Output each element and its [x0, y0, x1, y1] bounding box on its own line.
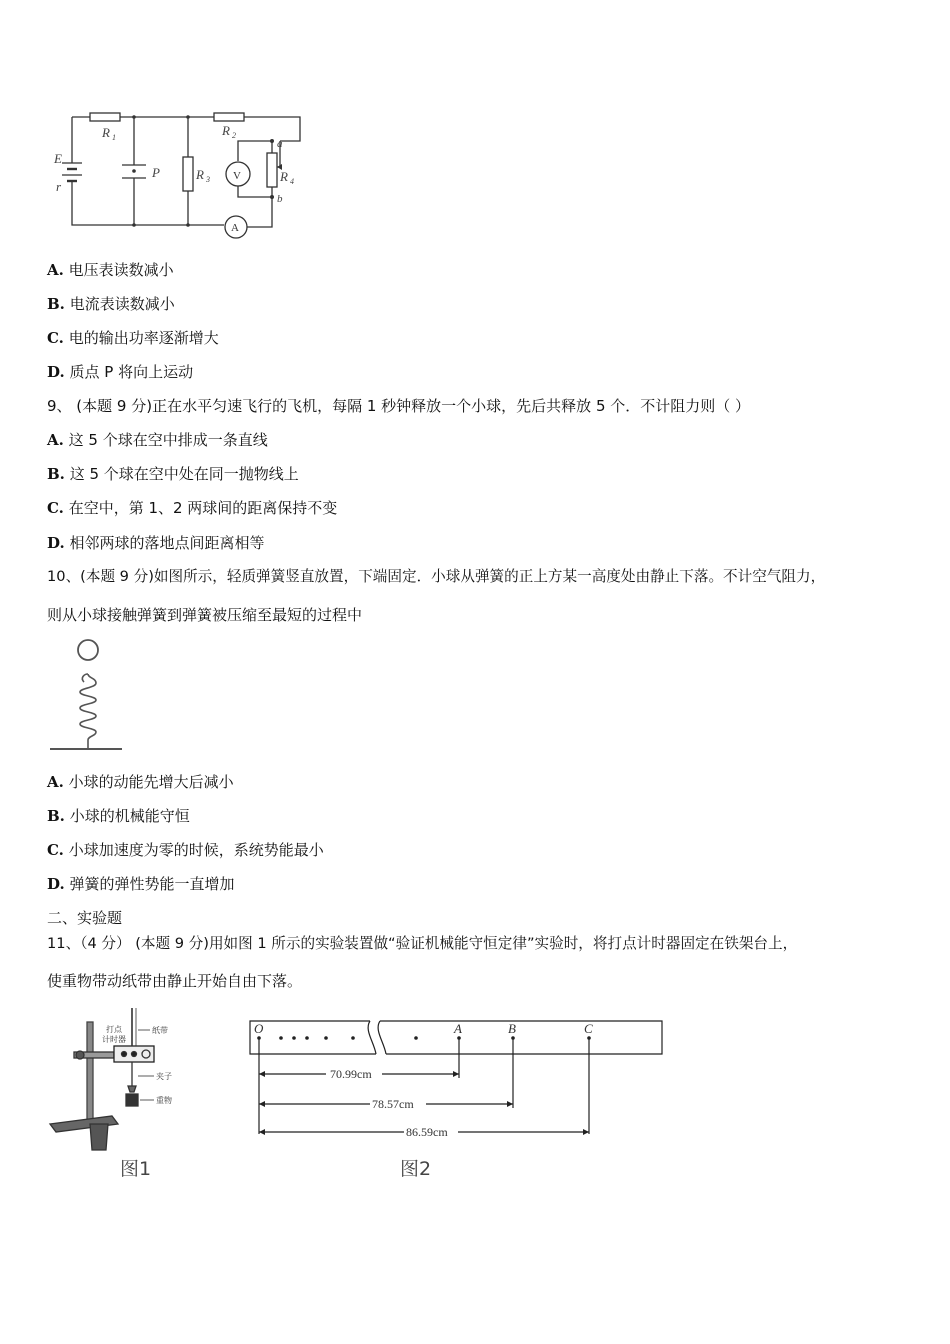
- label-clip: 夹子: [156, 1072, 172, 1081]
- figure-2-caption: 图2: [400, 1158, 432, 1180]
- q9-stem: 9、 (本题 9 分)正在水平匀速飞行的飞机，每隔 1 秒钟释放一个小球，先后共释放 5 个．不计阻力则（ ）: [47, 397, 751, 415]
- label-a-terminal: a: [277, 138, 283, 150]
- option-letter: A.: [47, 431, 64, 449]
- q10-option-c: [47, 840, 324, 860]
- clip: [128, 1086, 136, 1092]
- point-o-label: O: [254, 1021, 264, 1036]
- circuit-diagram: [48, 105, 313, 245]
- ammeter-label: A: [231, 222, 239, 234]
- option-letter: D.: [47, 534, 65, 552]
- option-text: 这 5 个球在空中处在同一抛物线上: [69, 465, 299, 483]
- tape-dot: [587, 1036, 591, 1040]
- spring-icon: [80, 674, 96, 748]
- label-r: r: [56, 179, 62, 194]
- label-tape: 纸带: [152, 1026, 168, 1035]
- label-r2: R: [222, 123, 230, 138]
- tape-dot: [257, 1036, 261, 1040]
- figure-1-apparatus: [46, 998, 196, 1178]
- q10-option-b: [47, 806, 190, 826]
- option-letter: B.: [47, 807, 65, 825]
- q9-option-a: [47, 430, 268, 450]
- label-timer-line1: 打点: [106, 1025, 122, 1034]
- label-b-terminal: b: [277, 193, 283, 205]
- label-p: P: [152, 165, 160, 180]
- option-letter: A.: [47, 261, 64, 279]
- q8-option-a: [47, 260, 174, 280]
- point-a-label: A: [454, 1021, 462, 1036]
- label-timer-line2: 计时器: [102, 1035, 126, 1044]
- option-text: 电压表读数减小: [68, 261, 174, 279]
- q10-stem-line2: 则从小球接触弹簧到弹簧被压缩至最短的过程中: [47, 606, 363, 624]
- figure-1-caption: 图1: [120, 1158, 152, 1180]
- tape-left: [250, 1021, 376, 1054]
- option-text: 在空中，第 1、2 两球间的距离保持不变: [68, 499, 338, 517]
- q10-option-d: [47, 874, 235, 894]
- option-text: 弹簧的弹性势能一直增加: [69, 875, 235, 893]
- label-r3: R: [196, 167, 204, 182]
- option-text: 质点 P 将向上运动: [69, 363, 194, 381]
- option-text: 小球的机械能守恒: [69, 807, 190, 825]
- label-r1-sub: 1: [112, 133, 116, 142]
- spring-diagram: [48, 638, 128, 754]
- option-text: 电流表读数减小: [69, 295, 175, 313]
- option-letter: D.: [47, 875, 65, 893]
- q8-option-c: [47, 328, 219, 348]
- resistor-r3: [183, 157, 193, 191]
- q11-stem-line1: 11、（4 分） (本题 9 分)用如图 1 所示的实验装置做“验证机械能守恒定律”实验时，将打点计时器固定在铁架台上，: [47, 935, 798, 952]
- resistor-r1: [90, 113, 120, 121]
- point-b-label: B: [508, 1021, 516, 1036]
- option-letter: B.: [47, 295, 65, 313]
- distance-ob: 78.57cm: [372, 1097, 414, 1111]
- tape-dot: [351, 1036, 355, 1040]
- option-text: 相邻两球的落地点间距离相等: [69, 534, 265, 552]
- label-e: E: [54, 151, 62, 166]
- option-letter: C.: [47, 499, 64, 517]
- particle-p: [132, 169, 136, 173]
- tape-dot: [511, 1036, 515, 1040]
- tape-dot: [279, 1036, 283, 1040]
- option-text: 这 5 个球在空中排成一条直线: [68, 431, 268, 449]
- section-title: 二、实验题: [47, 909, 123, 927]
- q9-option-c: [47, 498, 337, 518]
- resistor-r2: [214, 113, 244, 121]
- option-text: 小球的动能先增大后减小: [68, 773, 234, 791]
- label-r1: R: [102, 125, 110, 140]
- option-text: 小球加速度为零的时候，系统势能最小: [68, 841, 324, 859]
- option-text: 电的输出功率逐渐增大: [68, 329, 219, 347]
- distance-oa: 70.99cm: [330, 1067, 372, 1081]
- label-weight: 重物: [156, 1096, 172, 1105]
- q8-option-d: [47, 362, 193, 382]
- q10-option-a: [47, 772, 234, 792]
- tape-dot: [457, 1036, 461, 1040]
- distance-oc: 86.59cm: [406, 1125, 448, 1139]
- resistor-r4: [267, 153, 277, 187]
- tape-dot: [292, 1036, 296, 1040]
- ball-icon: [78, 640, 98, 660]
- tape-dot: [414, 1036, 418, 1040]
- tape-dot: [324, 1036, 328, 1040]
- stand-pole: [87, 1022, 93, 1126]
- tape-right: [380, 1021, 662, 1054]
- option-letter: A.: [47, 773, 64, 791]
- label-r4-sub: 4: [290, 177, 294, 186]
- point-c-label: C: [584, 1021, 593, 1036]
- label-r4: R: [280, 169, 288, 184]
- option-letter: B.: [47, 465, 65, 483]
- q9-option-b: [47, 464, 299, 484]
- option-letter: C.: [47, 329, 64, 347]
- label-r2-sub: 2: [232, 131, 236, 140]
- q9-option-d: [47, 533, 265, 553]
- option-letter: D.: [47, 363, 65, 381]
- tape-dot: [305, 1036, 309, 1040]
- q10-stem-line1: 10、(本题 9 分)如图所示，轻质弹簧竖直放置，下端固定．小球从弹簧的正上方某一高度处由静止下落。不计空气阻力，: [47, 568, 826, 585]
- figure-2-tape: [246, 1016, 666, 1146]
- q8-option-b: [47, 294, 175, 314]
- weight: [126, 1094, 138, 1106]
- voltmeter-label: V: [233, 170, 241, 182]
- q11-stem-line2: 使重物带动纸带由静止开始自由下落。: [47, 972, 303, 990]
- label-r3-sub: 3: [206, 175, 210, 184]
- option-letter: C.: [47, 841, 64, 859]
